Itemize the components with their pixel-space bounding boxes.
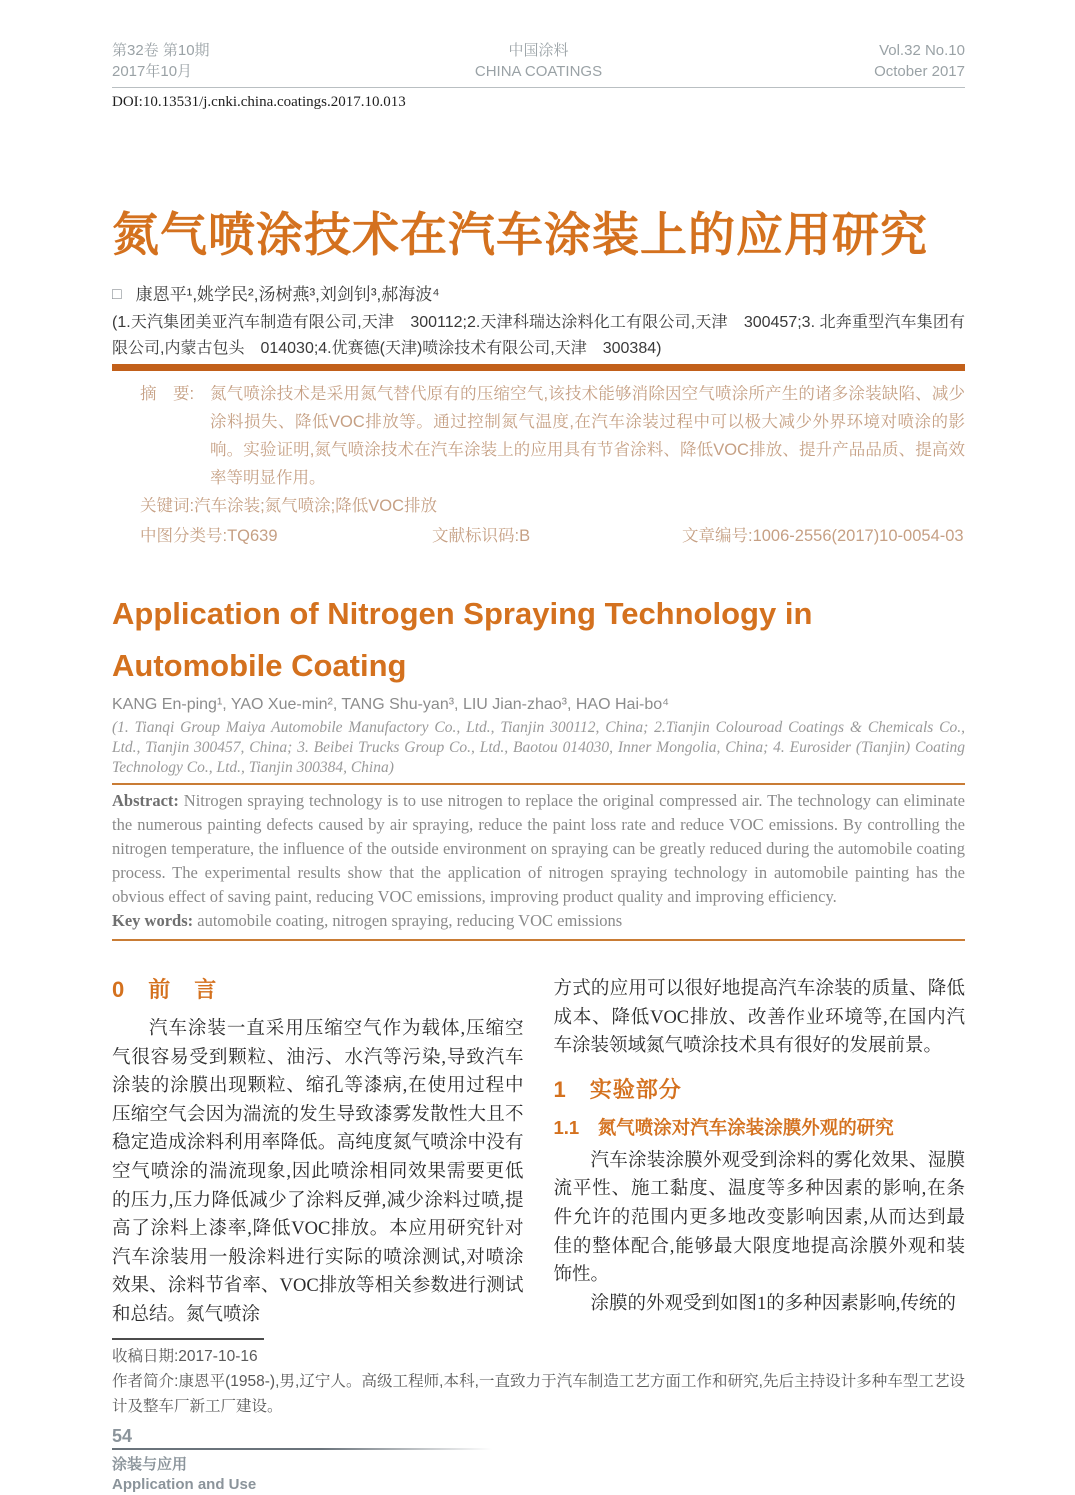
left-column [112,975,524,1330]
date-cn: 2017年10月 [112,63,193,80]
section-1-heading: 1 实验部分 [553,1076,682,1102]
document-code: 文献标识码:B [432,527,531,545]
keywords-row-cn [140,492,965,520]
journal-header [112,40,965,82]
article-title-cn: 氮气喷涂技术在汽车涂装上的应用研究 [112,208,928,261]
accent-bar [112,364,965,371]
keywords-cn: 汽车涂装;氮气喷涂;降低VOC排放 [194,497,438,515]
keywords-en: automobile coating, nitrogen spraying, reducing VOC emissions [197,911,623,930]
clc-number: 中图分类号:TQ639 [140,527,278,545]
journal-name-en: CHINA COATINGS [474,63,603,80]
article-id: 文章编号:1006-2556(2017)10-0054-03 [682,527,964,545]
right-column [554,975,966,1330]
keywords-label-cn: 关键词: [140,497,195,515]
page-footer [112,1425,965,1495]
section-0-heading: 0 前 言 [112,977,218,1002]
footnote-block [112,1338,965,1419]
received-date: 收稿日期:2017-10-16 [112,1347,258,1365]
byline-cn [112,282,965,308]
header-divider [112,87,965,88]
divider-above-abstract-en [112,783,965,785]
column-title-cn: 涂装与应用 [112,1455,188,1473]
abstract-label-en: Abstract: [112,791,179,810]
abstract-en [112,789,965,909]
section-1-1-heading: 1.1 氮气喷涂对汽车涂装涂膜外观的研究 [553,1116,894,1138]
column-title-en: Application and Use [112,1475,257,1493]
volume-issue-cn: 第32卷 第10期 [112,42,210,59]
footer-divider [112,1448,492,1450]
journal-name-cn: 中国涂料 [508,42,569,59]
abstract-row-cn [140,380,965,492]
date-en: October 2017 [874,63,965,80]
footnote-divider [112,1338,264,1340]
divider-below-keywords-en [112,939,965,941]
authors-en: KANG En-ping¹, YAO Xue-min², TANG Shu-yan³, LIU Jian-zhao³, HAO Hai-bo⁴ [112,696,669,713]
authors-cn: 康恩平¹,姚学民²,汤树燕³,刘剑钊³,郝海波⁴ [135,285,440,304]
keywords-label-en: Key words: [112,911,194,930]
abstract-text-cn: 氮气喷涂技术是采用氮气替代原有的压缩空气,该技术能够消除因空气喷涂所产生的诸多涂装缺陷、减少涂料损失、降低VOC排放等。通过控制氮气温度,在汽车涂装过程中可以极大减少外界环境对喷涂的影响。实验证明,氮气喷涂技术在汽车涂装上的应用具有节省涂料、降低VOC排放、提升产品品质、提高效率等明显作用。 [210,385,965,487]
header-journal-name [396,40,680,82]
classification-row [140,522,965,550]
doi: DOI:10.13531/j.cnki.china.coatings.2017.10.013 [112,94,406,110]
header-volume-en [681,40,965,82]
article-title-en: Application of Nitrogen Spraying Technology in Automobile Coating [112,596,813,683]
abstract-label-cn: 摘 要: [140,385,195,403]
body-columns [112,975,965,1330]
section-1-1-paragraph-b: 涂膜的外观受到如图1的多种因素影响,传统的 [590,1293,956,1314]
author-marker-icon: □ [112,286,122,303]
affiliations-en: (1. Tianqi Group Maiya Automobile Manufactory Co., Ltd., Tianjin 300112, China; 2.Tianjin Colouroad Coatings & Chemicals Co., Ltd., Tianjin 300457, China; 3. Beibei Trucks Group Co., Ltd., Baotou 014030, Inner Mongolia, China; 4. Eurosider (Tianjin) Coating Technology Co., Ltd., Tianjin 300384, China) [112,719,965,776]
abstract-block-cn [112,380,965,550]
header-volume-cn [112,40,396,82]
intro-continuation-paragraph: 方式的应用可以很好地提高汽车涂装的质量、降低成本、降低VOC排放、改善作业环境等,在国内汽车涂装领域氮气喷涂技术具有很好的发展前景。 [553,979,965,1057]
section-1-1-paragraph-a: 汽车涂装涂膜外观受到涂料的雾化效果、湿膜流平性、施工黏度、温度等多种因素的影响,在条件允许的范围内更多地改变影响因素,从而达到最佳的整体配合,能够最大限度地提高涂膜外观和装饰性。 [553,1150,965,1286]
author-bio: 作者简介:康恩平(1958-),男,辽宁人。高级工程师,本科,一直致力于汽车制造工艺方面工作和研究,先后主持设计多种车型工艺设计及整车厂新工厂建设。 [112,1372,965,1415]
intro-paragraph: 汽车涂装一直采用压缩空气作为载体,压缩空气很容易受到颗粒、油污、水汽等污染,导致汽车涂装的涂膜出现颗粒、缩孔等漆病,在使用过程中压缩空气会因为湍流的发生导致漆雾发散性大且不稳定造成涂料利用率降低。高纯度氮气喷涂中没有空气喷涂的湍流现象,因此喷涂相同效果需要更低的压力,压力降低减少了涂料反弹,减少涂料过喷,提高了涂料上漆率,降低VOC排放。本应用研究针对汽车涂装用一般涂料进行实际的喷涂测试,对喷涂效果、涂料节省率、VOC排放等相关参数进行测试和总结。氮气喷涂 [112,1019,524,1325]
volume-issue-en: Vol.32 No.10 [879,42,965,59]
keywords-en-row [112,909,965,933]
affiliations-cn: (1.天汽集团美亚汽车制造有限公司,天津 300112;2.天津科瑞达涂料化工有限公司,天津 300457;3. 北奔重型汽车集团有限公司,内蒙古包头 014030;4.优赛德(天津)喷涂技术有限公司,天津 300384) [112,314,965,357]
abstract-text-en: Nitrogen spraying technology is to use nitrogen to replace the original compressed air. The technology can eliminate the numerous painting defects caused by air spraying, reduce the paint loss rate and reduce VOC emissions. By controlling the nitrogen temperature, the influence of the outside environment on spraying can be greatly reduced during the automobile coating process. The experimental results show that the application of nitrogen spraying technology in automobile painting has the obvious effect of saving paint, reducing VOC emissions, improving product quality and improving efficiency. [112,791,966,906]
page-number: 54 [112,1425,133,1446]
